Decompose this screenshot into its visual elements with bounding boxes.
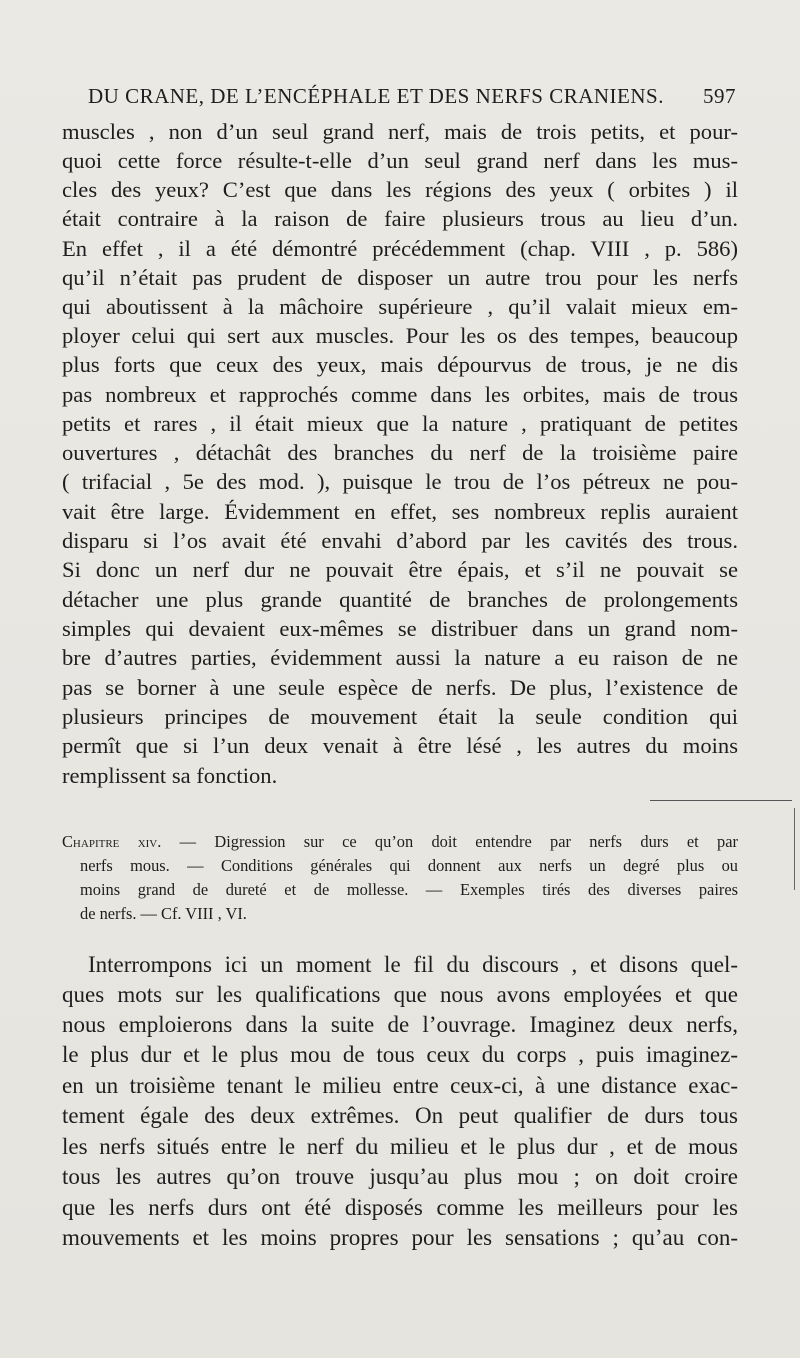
text-line: plusieurs principes de mouvement était la seule condition qui [62, 704, 738, 729]
text-line: nous emploierons dans la suite de l’ouvrage. Imaginez deux nerfs, [62, 1012, 738, 1037]
text-line: ouvertures , détachât des branches du nerf de la troisième paire [62, 440, 738, 465]
text-line: En effet , il a été démontré précédemment (chap. VIII , p. 586) [62, 236, 738, 261]
text-line: quoi cette force résulte-t-elle d’un seul grand nerf dans les mus- [62, 148, 738, 173]
chapter-summary-line: nerfs mous. — Conditions générales qui donnent aux nerfs un degré plus ou [80, 856, 738, 875]
text-line: Interrompons ici un moment le fil du discours , et disons quel- [88, 952, 738, 977]
text-line: permît que si l’un deux venait à être lésé , les autres du moins [62, 733, 738, 758]
running-title: DU CRANE, DE L’ENCÉPHALE ET DES NERFS CRANIENS. [88, 84, 664, 108]
text-line: ques mots sur les qualifications que nous avons employées et que [62, 982, 738, 1007]
text-line: les nerfs situés entre le nerf du milieu et le plus dur , et de mous [62, 1134, 738, 1159]
text-line: cles des yeux? C’est que dans les régions des yeux ( orbites ) il [62, 177, 738, 202]
running-header [88, 84, 736, 109]
text-line: bre d’autres parties, évidemment aussi la nature a eu raison de ne [62, 645, 738, 670]
text-line: qu’il n’était pas prudent de disposer un autre trou pour les nerfs [62, 265, 738, 290]
text-line: que les nerfs durs ont été disposés comme les meilleurs pour les [62, 1195, 738, 1220]
text-line: vait être large. Évidemment en effet, ses nombreux replis auraient [62, 499, 738, 524]
text-line: muscles , non d’un seul grand nerf, mais de trois petits, et pour- [62, 119, 738, 144]
bleed-through-rule [650, 800, 792, 821]
text-line: ( trifacial , 5e des mod. ), puisque le trou de l’os pétreux ne pou- [62, 469, 738, 494]
text-line: tous les autres qu’on trouve jusqu’au plus mou ; on doit croire [62, 1164, 738, 1189]
chapter-summary-line: moins grand de dureté et de mollesse. — Exemples tirés des diverses paires [80, 880, 738, 899]
text-line: mouvements et les moins propres pour les sensations ; qu’au con- [62, 1225, 738, 1250]
text-line: tement égale des deux extrêmes. On peut qualifier de durs tous [62, 1103, 738, 1128]
text-line: pas se borner à une seule espèce de nerfs. De plus, l’existence de [62, 675, 738, 700]
text-line: pas nombreux et rapprochés comme dans les orbites, mais de trous [62, 382, 738, 407]
text-line: le plus dur et le plus mou de tous ceux du corps , puis imaginez- [62, 1042, 738, 1067]
chapter-summary-line [62, 830, 738, 854]
text-line: détacher une plus grande quantité de branches de prolongements [62, 587, 738, 612]
text-line: Si donc un nerf dur ne pouvait être épais, et s’il ne pouvait se [62, 557, 738, 582]
chapter-label: Chapitre xiv. [62, 832, 162, 851]
bleed-through-bracket [790, 808, 795, 890]
text-line: petits et rares , il était mieux que la nature , pratiquant de petites [62, 411, 738, 436]
text-line: ployer celui qui sert aux muscles. Pour les os des tempes, beaucoup [62, 323, 738, 348]
page-number: 597 [703, 84, 736, 108]
text-line: en un troisième tenant le milieu entre ceux-ci, à une distance exac- [62, 1073, 738, 1098]
text-line: qui aboutissent à la mâchoire supérieure , qu’il valait mieux em- [62, 294, 738, 319]
text-line: simples qui devaient eux-mêmes se distribuer dans un grand nom- [62, 616, 738, 641]
text-line: était contraire à la raison de faire plusieurs trous au lieu d’un. [62, 206, 738, 231]
text-line: remplissent sa fonction. [62, 763, 278, 788]
chapter-summary-line: de nerfs. — Cf. VIII , VI. [80, 904, 247, 923]
text-line: plus forts que ceux des yeux, mais dépourvus de trous, je ne dis [62, 352, 738, 377]
chapter-summary-text: — Digression sur ce qu’on doit entendre par nerfs durs et par [179, 832, 738, 851]
text-line: disparu si l’os avait été envahi d’abord par les cavités des trous. [62, 528, 738, 553]
